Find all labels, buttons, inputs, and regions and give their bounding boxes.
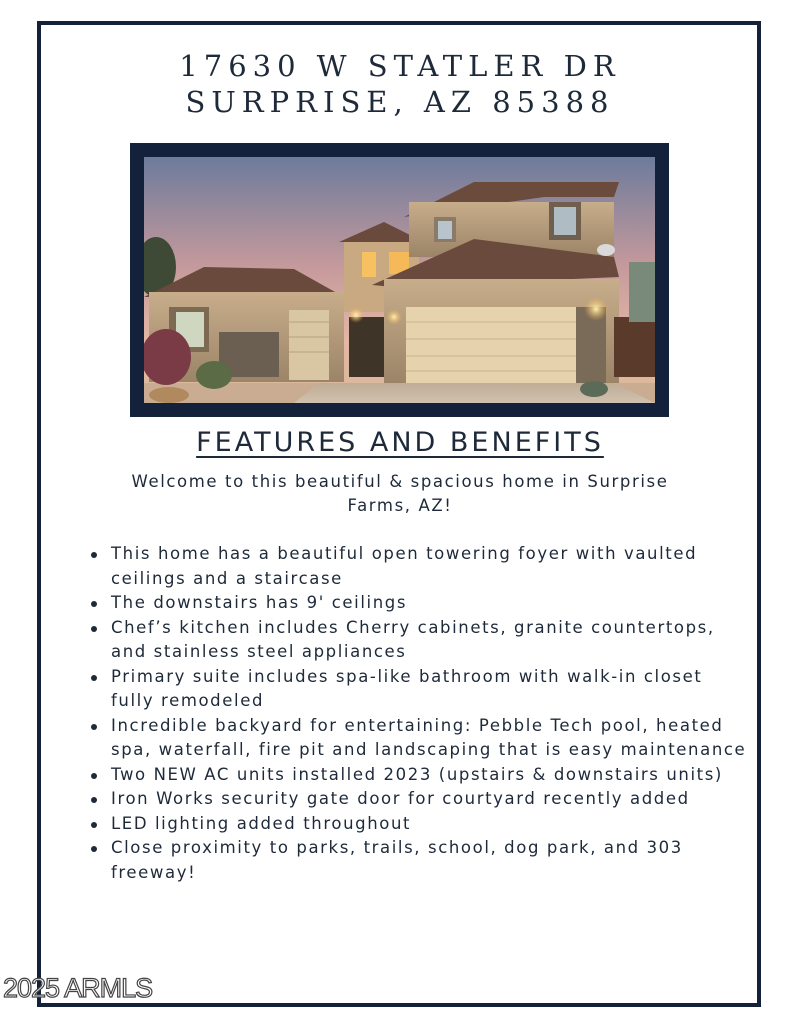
bullet-icon (91, 797, 97, 803)
feature-text: This home has a beautiful open towering foyer with vaulted ceilings and a staircase (111, 544, 698, 588)
property-photo-frame (130, 143, 669, 417)
feature-item (88, 591, 748, 616)
bullet-icon (91, 552, 97, 558)
bullet-icon (91, 846, 97, 852)
bullet-icon (91, 724, 97, 730)
features-list (88, 542, 748, 885)
address-line-2: SURPRISE, AZ 85388 (185, 85, 615, 119)
bullet-icon (91, 601, 97, 607)
bullet-icon (91, 626, 97, 632)
feature-text: Chef’s kitchen includes Cherry cabinets, granite countertops, and stainless steel appliances (111, 617, 715, 661)
property-photo (144, 157, 655, 403)
copyright-watermark: 2025 ARMLS (3, 973, 153, 1003)
feature-item (88, 542, 748, 591)
feature-text: Incredible backyard for entertaining: Pebble Tech pool, heated spa, waterfall, fire pit and landscaping that is easy maintenance (111, 715, 747, 759)
address-line-1: 17630 W STATLER DR (179, 49, 621, 83)
feature-item (88, 812, 748, 837)
feature-item (88, 836, 748, 885)
feature-text: Primary suite includes spa-like bathroom with walk-in closet fully remodeled (111, 666, 703, 710)
feature-text: Two NEW AC units installed 2023 (upstairs & downstairs units) (111, 764, 723, 784)
intro-text: Welcome to this beautiful & spacious home in Surprise Farms, AZ! (131, 472, 669, 515)
feature-item (88, 763, 748, 788)
feature-text: Iron Works security gate door for courtyard recently added (111, 789, 690, 808)
feature-item (88, 787, 748, 812)
feature-item (88, 714, 748, 763)
feature-text: Close proximity to parks, trails, school, dog park, and 303 freeway! (111, 838, 683, 882)
bullet-icon (91, 773, 97, 779)
feature-text: LED lighting added throughout (111, 813, 412, 833)
feature-item (88, 616, 748, 665)
section-heading: FEATURES AND BENEFITS (196, 427, 604, 458)
feature-text: The downstairs has 9' ceilings (111, 593, 408, 612)
feature-item (88, 665, 748, 714)
bullet-icon (91, 675, 97, 681)
bullet-icon (91, 822, 97, 828)
